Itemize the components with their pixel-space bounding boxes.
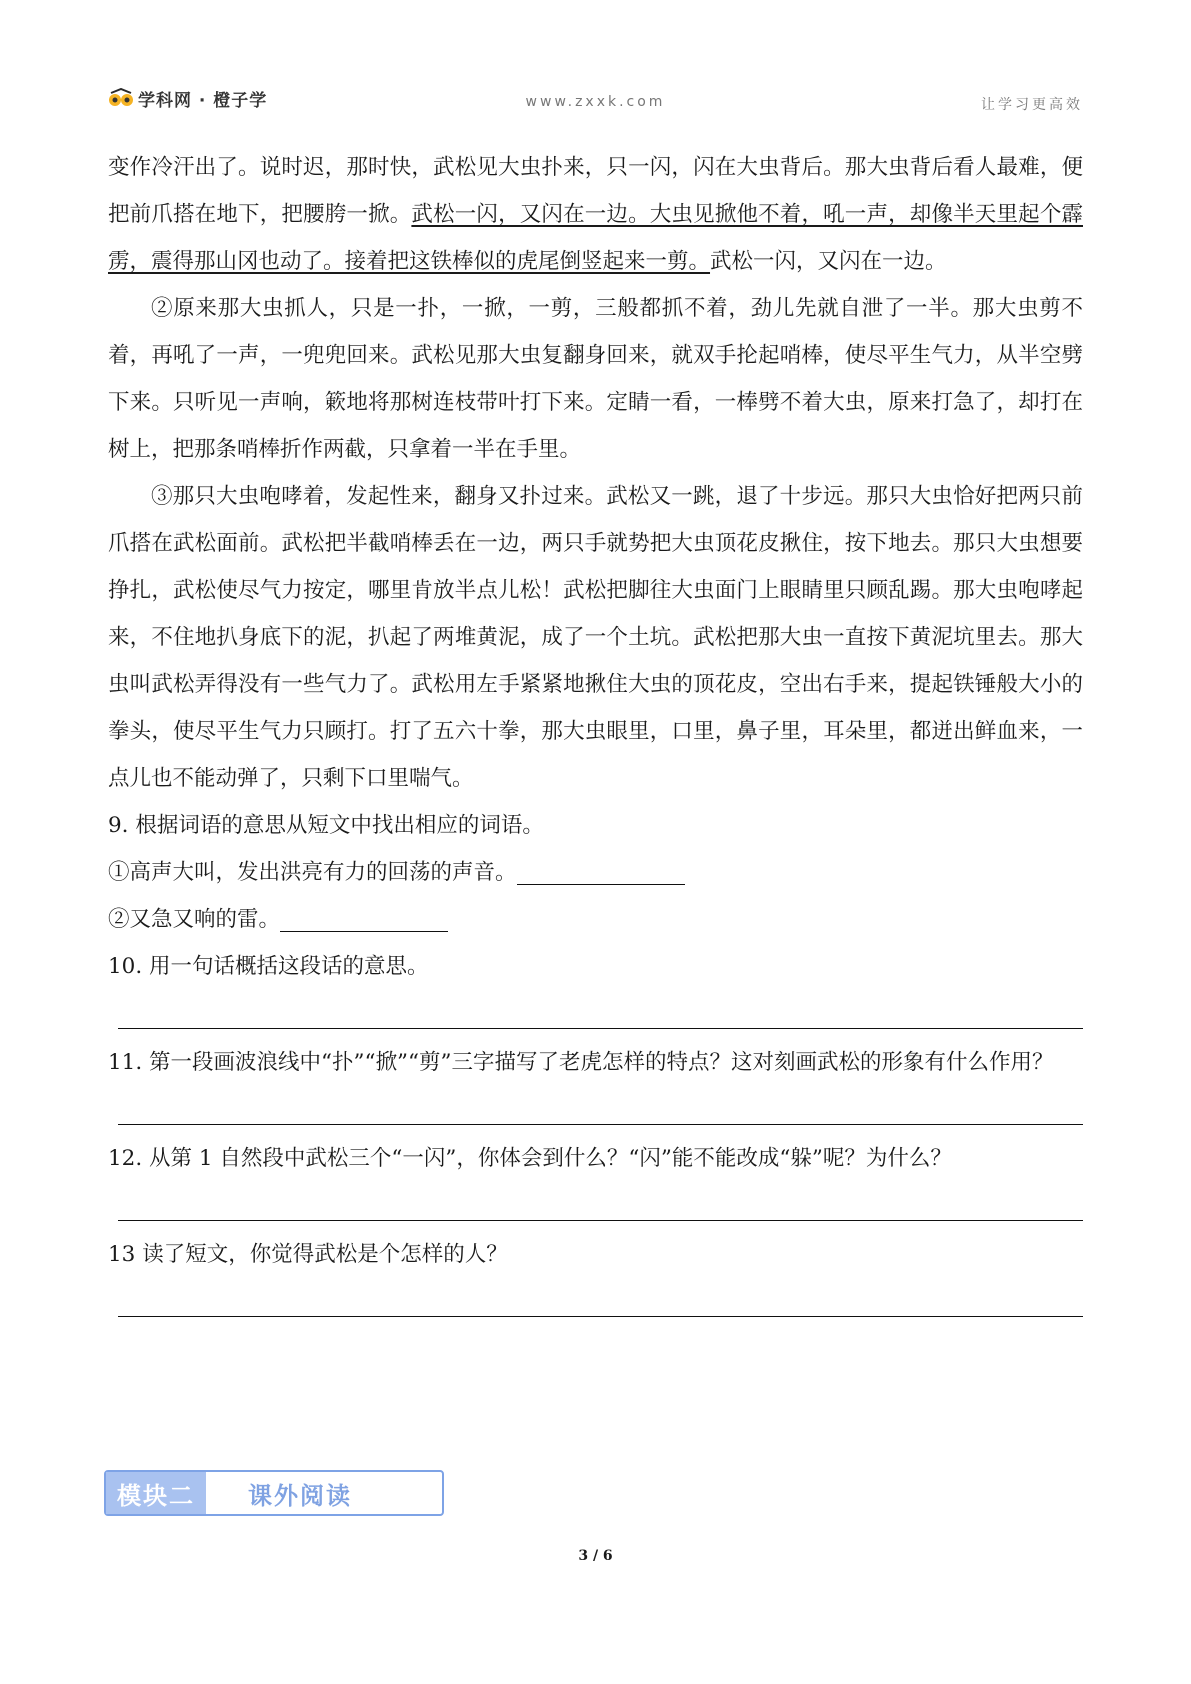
question-12: 12. 从第 1 自然段中武松三个“一闪”，你体会到什么？“闪”能不能改成“躲”呢？为什么？	[108, 1146, 952, 1171]
paragraph-text: 武松一闪，又闪在一边。	[710, 249, 947, 274]
answer-blank[interactable]	[517, 862, 685, 885]
worksheet-content	[108, 144, 1083, 1327]
question-11: 11. 第一段画波浪线中“扑”“掀”“剪”三字描写了老虎怎样的特点？这对刻画武松的形象有什么作用？	[108, 1050, 1054, 1075]
question-text: ②又急又响的雷。	[108, 907, 281, 932]
answer-blank[interactable]	[280, 909, 448, 932]
paragraph-text: 变作冷汗出了。说时迟，那时快，武松见大虫扑来，只一闪，闪在大虫背后。那大虫背后看人最难，便把前爪搭在地下，把腰胯一掀。	[108, 155, 1083, 227]
passage-paragraph-1	[108, 144, 1083, 285]
site-url: www.zxxk.com	[525, 94, 666, 110]
passage-paragraph-3: ③那只大虫咆哮着，发起性来，翻身又扑过来。武松又一跳，退了十步远。那只大虫恰好把两只前爪搭在武松面前。武松把半截哨棒丢在一边，两只手就势把大虫顶花皮揪住，按下地去。那只大虫想要挣扎，武松使尽气力按定，哪里肯放半点儿松！武松把脚往大虫面门上眼睛里只顾乱踢。那大虫咆哮起来，不住地扒身底下的泥，扒起了两堆黄泥，成了一个土坑。武松把那大虫一直按下黄泥坑里去。那大虫叫武松弄得没有一些气力了。武松用左手紧紧地揪住大虫的顶花皮，空出右手来，提起铁锤般大小的拳头，使尽平生气力只顾打。打了五六十拳，那大虫眼里，口里，鼻子里，耳朵里，都迸出鲜血来，一点儿也不能动弹了，只剩下口里喘气。	[108, 484, 1083, 791]
question-13: 13 读了短文，你觉得武松是个怎样的人？	[108, 1242, 508, 1267]
module-title: 课外阅读	[248, 1480, 352, 1510]
passage-paragraph-2: ②原来那大虫抓人，只是一扑，一掀，一剪，三般都抓不着，劲儿先就自泄了一半。那大虫剪不着，再吼了一声，一兜兜回来。武松见那大虫复翻身回来，就双手抡起哨棒，使尽平生气力，从半空劈下来。只听见一声响，簌地将那树连枝带叶打下来。定睛一看，一棒劈不着大虫，原来打急了，却打在树上，把那条哨棒折作两截，只拿着一半在手里。	[108, 296, 1083, 462]
logo-text: 学科网 · 橙子学	[138, 91, 268, 111]
page-header	[108, 86, 1083, 120]
slogan: 让学习更高效	[981, 97, 1083, 113]
answer-line[interactable]	[118, 990, 1083, 1029]
answer-line[interactable]	[118, 1278, 1083, 1317]
question-9-item-1	[108, 849, 1083, 896]
module-banner	[104, 1470, 444, 1516]
question-10: 10. 用一句话概括这段话的意思。	[108, 954, 429, 979]
answer-line[interactable]	[118, 1086, 1083, 1125]
question-9-item-2	[108, 896, 1083, 943]
answer-line[interactable]	[118, 1182, 1083, 1221]
question-9: 9. 根据词语的意思从短文中找出相应的词语。	[108, 813, 544, 838]
question-text: ①高声大叫，发出洪亮有力的回荡的声音。	[108, 860, 517, 885]
page-number: 3 / 6	[578, 1548, 613, 1564]
module-tag: 模块二	[106, 1472, 206, 1514]
wavy-underlined-text: 武松一闪，又闪在一边。大虫见掀他不着，吼一声，却像半天里起个霹雳，震得那山冈也动了。接着把这铁棒似的虎尾倒竖起来一剪。	[108, 202, 1083, 274]
